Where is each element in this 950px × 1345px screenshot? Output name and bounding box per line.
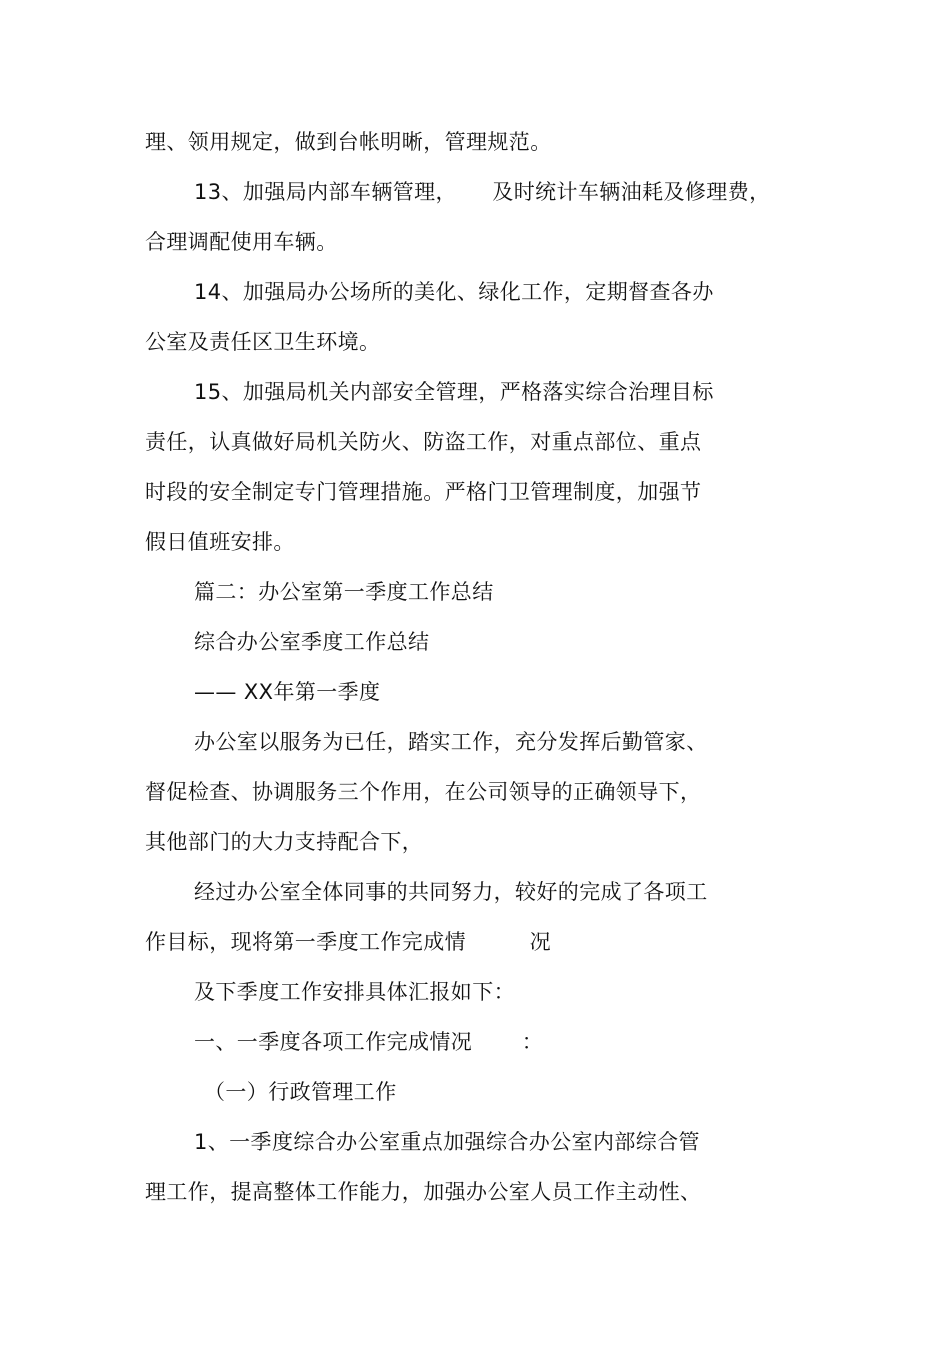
text-line: 作目标，现将第一季度工作完成情 况 <box>145 930 552 954</box>
section-heading: 一、一季度各项工作完成情况 ： <box>194 1030 544 1054</box>
text-line: 其他部门的大力支持配合下， <box>145 830 424 854</box>
text-line: 15、加强局机关内部安全管理，严格落实综合治理目标 <box>194 380 714 404</box>
text-line: 理工作，提高整体工作能力，加强办公室人员工作主动性、 <box>145 1180 702 1204</box>
text-line: 假日值班安排。 <box>145 530 295 554</box>
subsection-heading: （一）行政管理工作 <box>204 1080 397 1104</box>
text-line: 公室及责任区卫生环境。 <box>145 330 381 354</box>
text-line: 13、加强局内部车辆管理， 及时统计车辆油耗及修理费， <box>194 180 771 204</box>
document-subtitle: —— XX年第一季度 <box>194 680 381 704</box>
document-title: 综合办公室季度工作总结 <box>194 630 430 654</box>
text-line: 督促检查、协调服务三个作用，在公司领导的正确领导下， <box>145 780 702 804</box>
text-line: 经过办公室全体同事的共同努力，较好的完成了各项工 <box>194 880 708 904</box>
text-line: 1、一季度综合办公室重点加强综合办公室内部综合管 <box>194 1130 700 1154</box>
text-line: 及下季度工作安排具体汇报如下： <box>194 980 515 1004</box>
text-line: 合理调配使用车辆。 <box>145 230 338 254</box>
text-line: 14、加强局办公场所的美化、绿化工作，定期督查各办 <box>194 280 714 304</box>
text-line: 时段的安全制定专门管理措施。严格门卫管理制度，加强节 <box>145 480 702 504</box>
text-line: 理、领用规定，做到台帐明晰，管理规范。 <box>145 130 552 154</box>
section-heading: 篇二：办公室第一季度工作总结 <box>194 580 494 604</box>
text-line: 责任，认真做好局机关防火、防盗工作，对重点部位、重点 <box>145 430 702 454</box>
text-line: 办公室以服务为已任，踏实工作，充分发挥后勤管家、 <box>194 730 708 754</box>
